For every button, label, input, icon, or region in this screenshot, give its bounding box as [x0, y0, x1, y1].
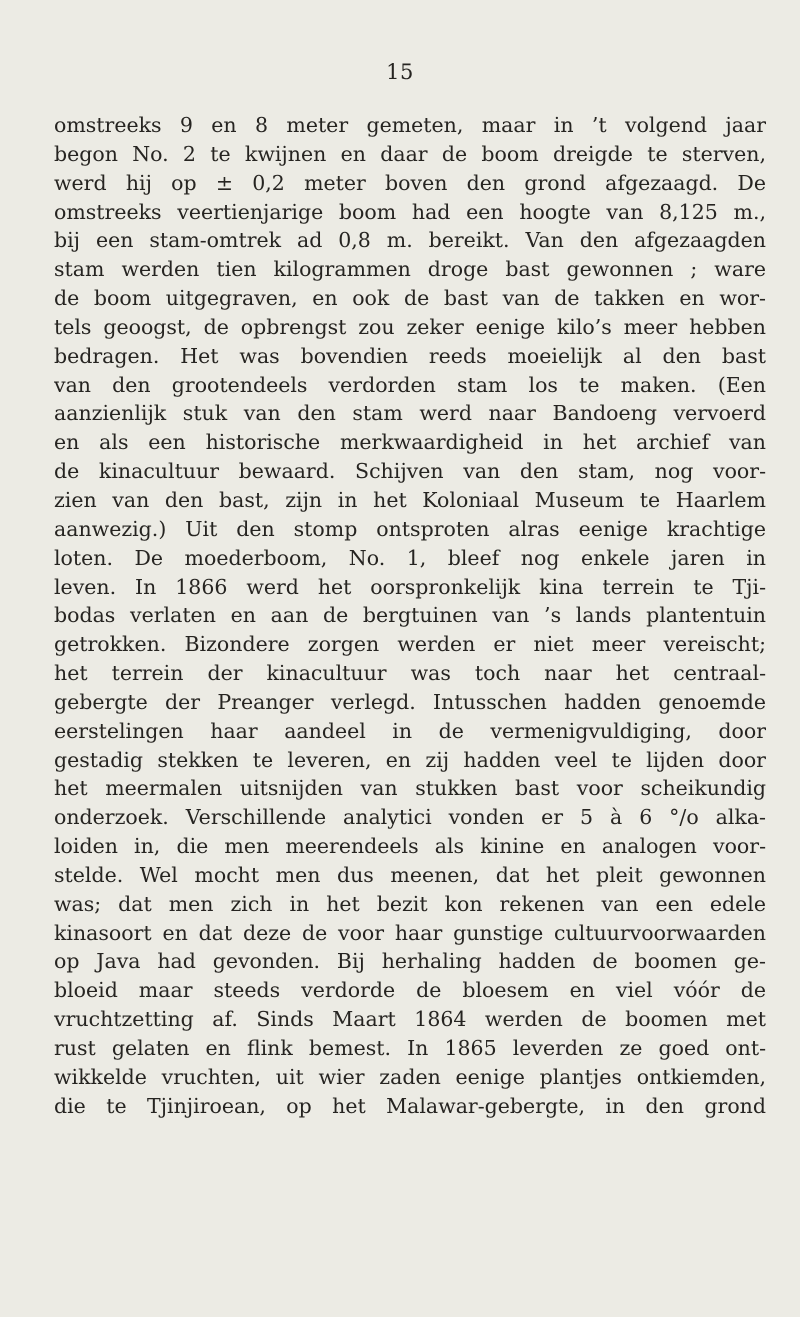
text-line: wikkelde vruchten, uit wier zaden eenige plantjes ontkiemden, [54, 1064, 766, 1089]
text-line: aanwezig.) Uit den stomp ontsproten alras eenige krachtige [54, 516, 766, 541]
text-line: bedragen. Het was bovendien reeds moeielijk al den bast [54, 343, 766, 368]
text-line: leven. In 1866 werd het oorspronkelijk kina terrein te Tji- [54, 574, 766, 599]
text-line: bloeid maar steeds verdorde de bloesem en viel vóór de [54, 978, 766, 1003]
text-line: die te Tjinjiroean, op het Malawar-gebergte, in den grond [54, 1093, 766, 1118]
text-line: tels geoogst, de opbrengst zou zeker eenige kilo’s meer hebben [54, 314, 766, 339]
text-line: omstreeks 9 en 8 meter gemeten, maar in ’t volgend jaar [54, 113, 766, 137]
text-line: loiden in, die men meerendeels als kinine en analogen voor- [54, 834, 766, 859]
text-line: zien van den bast, zijn in het Koloniaal Museum te Haarlem [54, 487, 766, 512]
text-line: en als een historische merkwaardigheid in het archief van [54, 430, 766, 455]
text-line: omstreeks veertienjarige boom had een hoogte van 8,125 m., [54, 199, 766, 224]
text-line: werd hij op ± 0,2 meter boven den grond afgezaagd. De [54, 170, 766, 195]
text-line: getrokken. Bizondere zorgen werden er niet meer vereischt; [54, 632, 766, 657]
text-line: onderzoek. Verschillende analytici vonden er 5 à 6 °/o alka- [54, 805, 766, 830]
text-line: de kinacultuur bewaard. Schijven van den stam, nog voor- [54, 459, 766, 484]
text-line: gestadig stekken te leveren, en zij hadden veel te lijden door [54, 747, 766, 772]
text-line: de boom uitgegraven, en ook de bast van de takken en wor- [54, 286, 766, 311]
text-line: aanzienlijk stuk van den stam werd naar Bandoeng vervoerd [54, 401, 766, 426]
text-line: vruchtzetting af. Sinds Maart 1864 werden de boomen met [54, 1007, 766, 1032]
text-line: het meermalen uitsnijden van stukken bast voor scheikundig [54, 776, 766, 801]
text-line: gebergte der Preanger verlegd. Intusschen hadden genoemde [54, 689, 766, 714]
text-line: op Java had gevonden. Bij herhaling hadden de boomen ge- [54, 949, 766, 974]
text-line: was; dat men zich in het bezit kon rekenen van een edele [54, 891, 766, 916]
text-line: bodas verlaten en aan de bergtuinen van ’s lands plantentuin [54, 603, 766, 628]
text-line: bij een stam-omtrek ad 0,8 m. bereikt. Van den afgezaagden [54, 228, 766, 253]
text-line: loten. De moederboom, No. 1, bleef nog enkele jaren in [54, 545, 766, 570]
text-line: begon No. 2 te kwijnen en daar de boom dreigde te sterven, [54, 141, 766, 166]
text-line: het terrein der kinacultuur was toch naar het centraal- [54, 661, 766, 686]
page-number: 15 [386, 60, 414, 84]
text-line: rust gelaten en flink bemest. In 1865 leverden ze goed ont- [54, 1036, 766, 1060]
text-line: kinasoort en dat deze de voor haar gunstige cultuurvoorwaarden [54, 920, 766, 945]
text-line: van den grootendeels verdorden stam los te maken. (Een [54, 372, 766, 397]
text-line: stam werden tien kilogrammen droge bast gewonnen ; ware [54, 257, 766, 282]
text-line: eerstelingen haar aandeel in de vermenigvuldiging, door [54, 718, 766, 743]
body-text [54, 111, 766, 1121]
text-line: stelde. Wel mocht men dus meenen, dat het pleit gewonnen [54, 862, 766, 887]
